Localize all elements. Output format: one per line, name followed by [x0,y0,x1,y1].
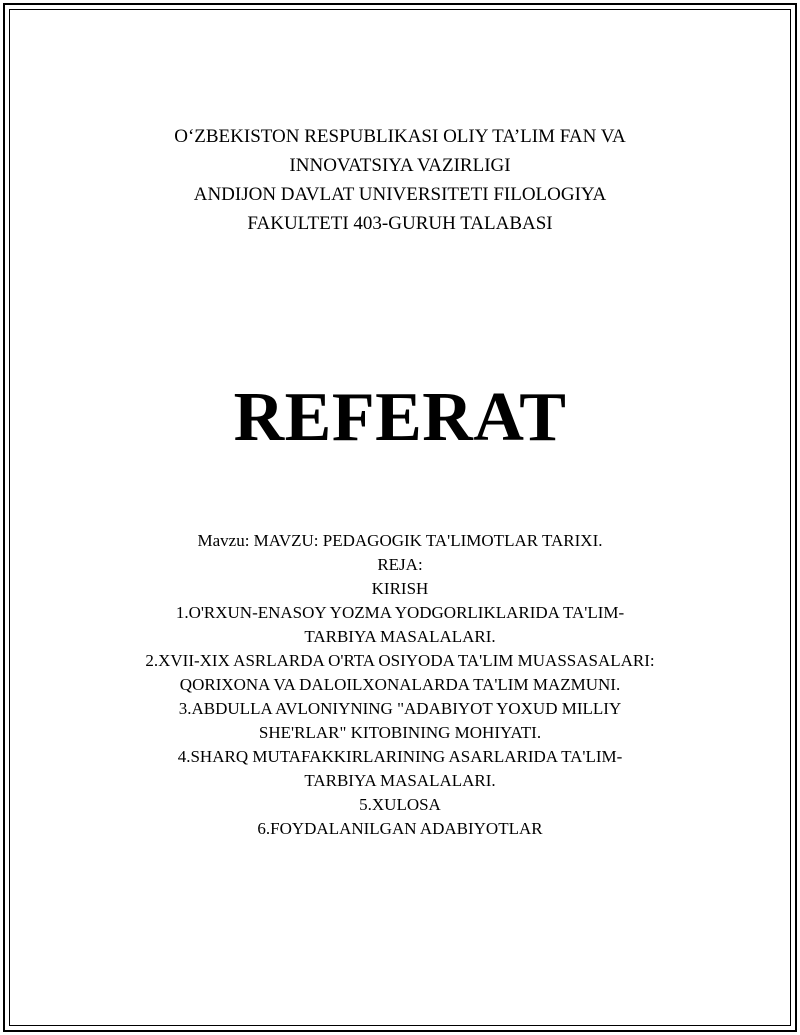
plan-item: KIRISH [371,579,429,598]
header-line: FAKULTETI 403-GURUH TALABASI [247,213,553,234]
plan-item: TARBIYA MASALALARI. [304,771,496,790]
plan-heading: REJA: [377,555,423,574]
plan-item: SHE'RLAR" KITOBINING MOHIYATI. [258,723,542,742]
header-line: O‘ZBEKISTON RESPUBLIKASI OLIY TA’LIM FAN VA [174,126,626,147]
plan-item: 4.SHARQ MUTAFAKKIRLARINING ASARLARIDA TA'LIM- [177,747,623,766]
document-title: REFERAT [233,379,567,456]
plan-item: 3.ABDULLA AVLONIYNING "ADABIYOT YOXUD MILLIY [178,699,622,718]
plan-item: TARBIYA MASALALARI. [304,627,496,646]
plan-item: 6.FOYDALANILGAN ADABIYOTLAR [257,819,543,838]
plan-item: QORIXONA VA DALOILXONALARDA TA'LIM MAZMUNI. [179,675,621,694]
plan-item: 1.O'RXUN-ENASOY YOZMA YODGORLIKLARIDA TA'LIM- [175,603,625,622]
topic-line: Mavzu: MAVZU: PEDAGOGIK TA'LIMOTLAR TARIXI. [197,531,603,550]
plan-item: 5.XULOSA [359,795,441,814]
institution-header [0,122,800,238]
header-line: ANDIJON DAVLAT UNIVERSITETI FILOLOGIYA [193,184,607,205]
plan-item: 2.XVII-XIX ASRLARDA O'RTA OSIYODA TA'LIM MUASSASALARI: [145,651,655,670]
topic-and-plan [0,529,800,841]
header-line: INNOVATSIYA VAZIRLIGI [289,155,511,176]
